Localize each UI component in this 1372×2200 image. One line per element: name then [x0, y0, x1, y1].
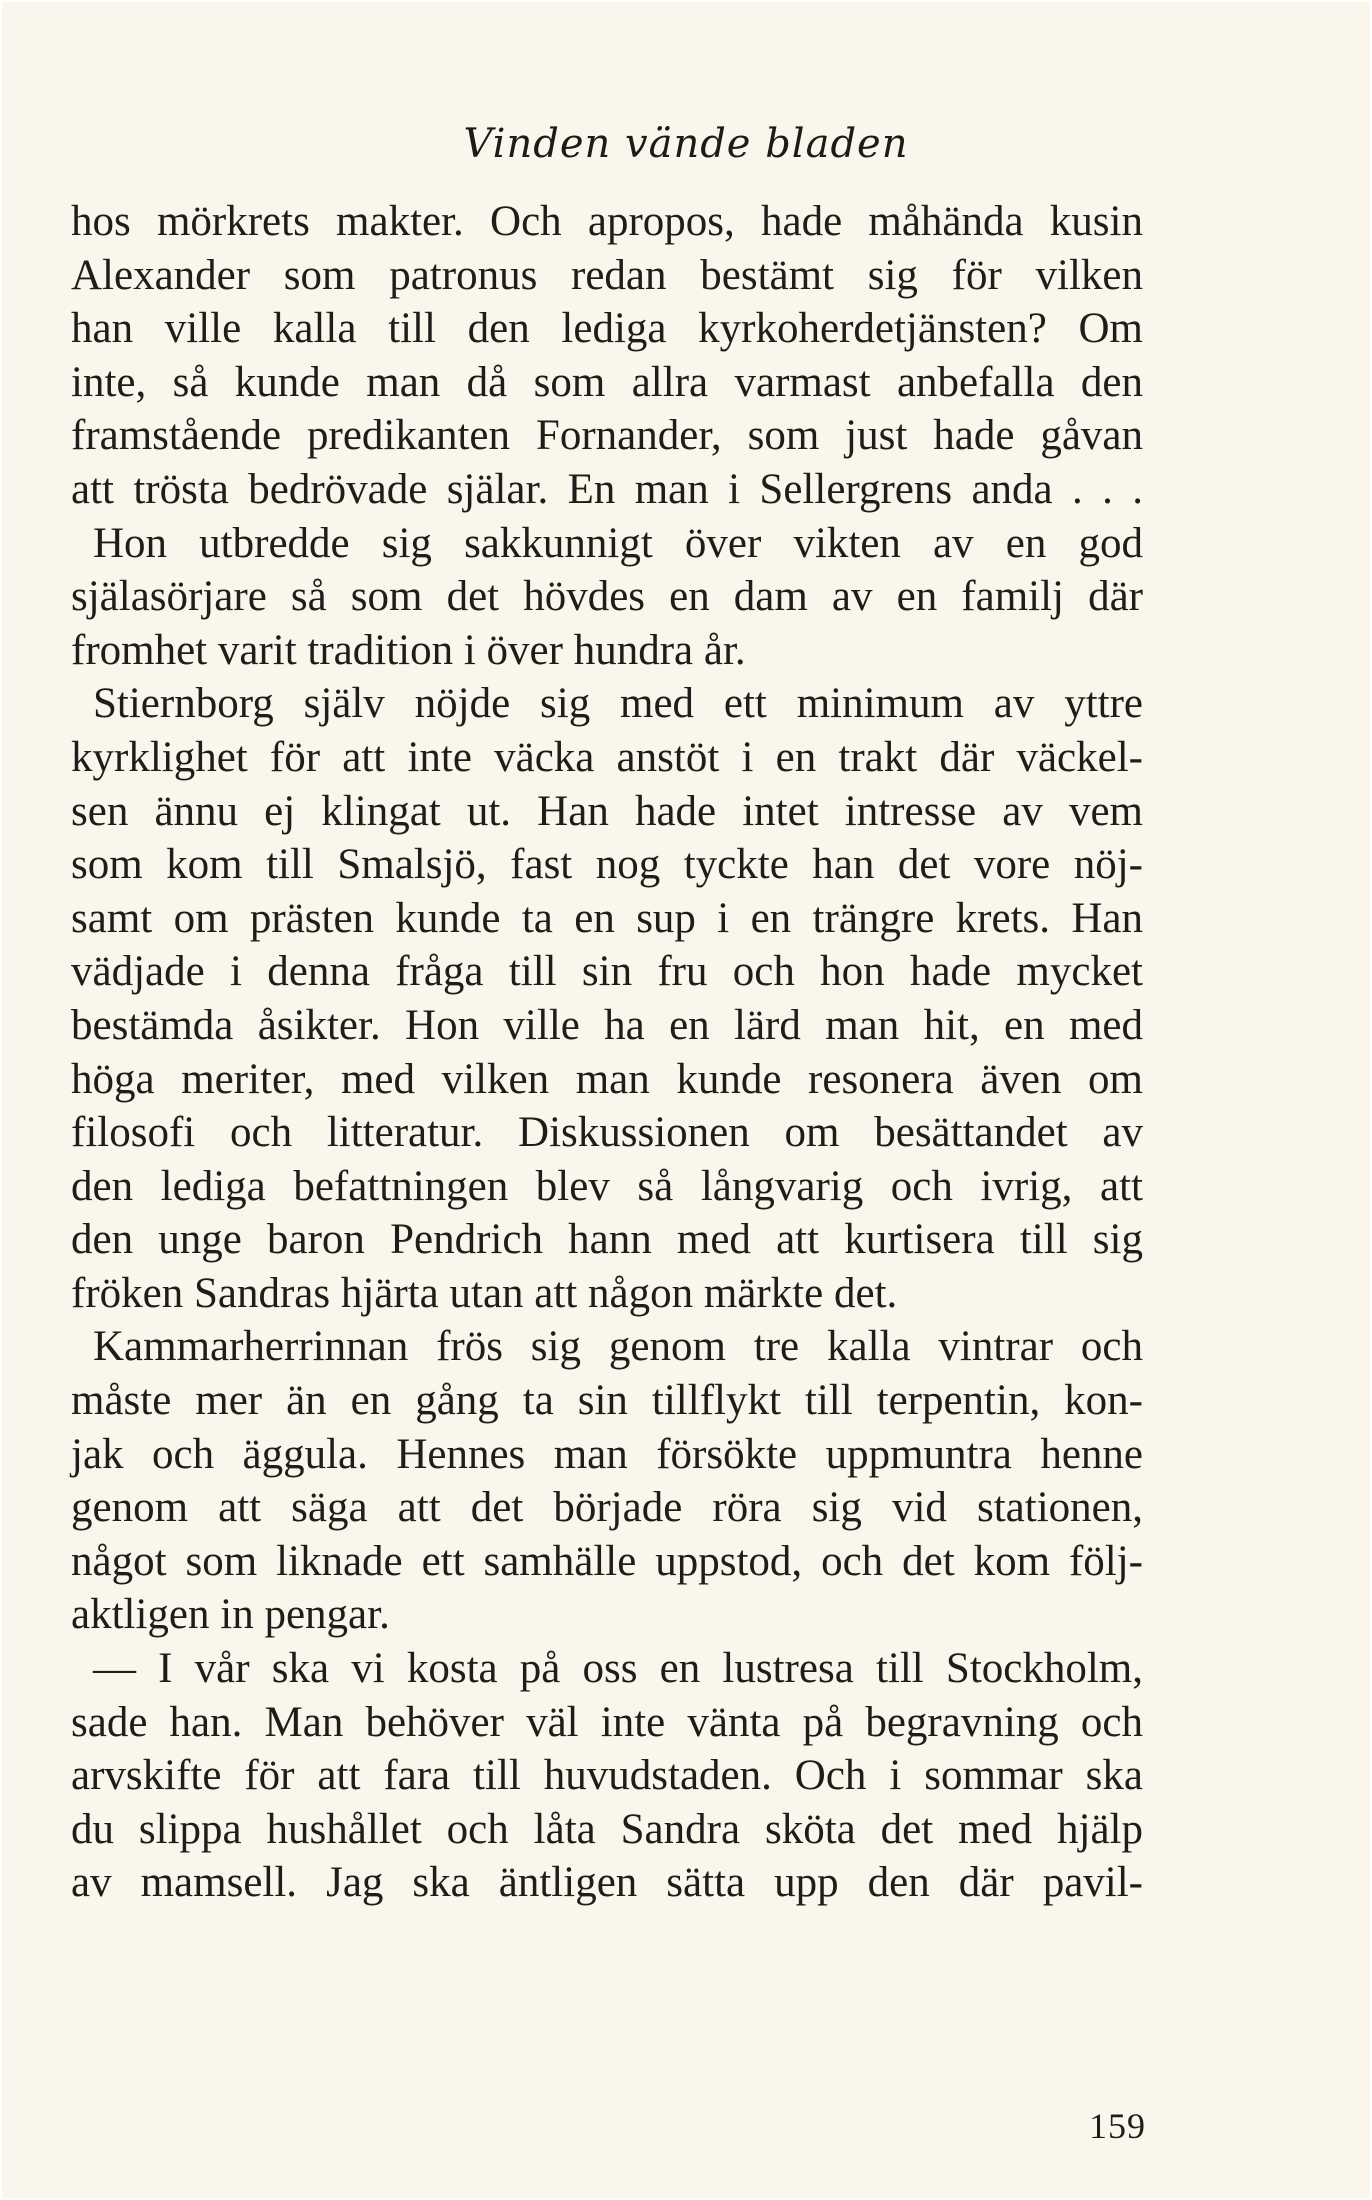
- text-line: fröken Sandras hjärta utan att någon märkte det.: [71, 1269, 898, 1317]
- text-line: inte, så kunde man då som allra varmast anbefalla den: [71, 358, 1143, 406]
- running-head: Vinden vände bladen: [463, 121, 909, 167]
- text-line: samt om prästen kunde ta en sup i en trängre krets. Han: [71, 894, 1143, 942]
- text-line: — I vår ska vi kosta på oss en lustresa till Stockholm,: [93, 1645, 1143, 1693]
- text-line: höga meriter, med vilken man kunde resonera även om: [71, 1055, 1143, 1103]
- text-line: du slippa hushållet och låta Sandra sköta det med hjälp: [71, 1805, 1143, 1853]
- text-line: kyrklighet för att inte väcka anstöt i en trakt där väckel-: [71, 733, 1143, 781]
- text-line: av mamsell. Jag ska äntligen sätta upp den där pavil-: [71, 1859, 1143, 1907]
- text-line: Stiernborg själv nöjde sig med ett minimum av yttre: [93, 680, 1143, 728]
- text-line: själasörjare så som det hövdes en dam av en familj där: [71, 573, 1143, 621]
- page-number: 159: [1089, 2106, 1146, 2146]
- text-line: aktligen in pengar.: [71, 1591, 390, 1639]
- text-line: sen ännu ej klingat ut. Han hade intet intresse av vem: [71, 787, 1143, 835]
- text-line: filosofi och litteratur. Diskussionen om besättandet av: [71, 1109, 1143, 1157]
- text-line: fromhet varit tradition i över hundra år.: [71, 626, 746, 674]
- text-line: framstående predikanten Fornander, som just hade gåvan: [71, 412, 1143, 460]
- text-line: Alexander som patronus redan bestämt sig för vilken: [71, 251, 1143, 299]
- text-line: vädjade i denna fråga till sin fru och hon hade mycket: [71, 948, 1143, 996]
- text-line: den lediga befattningen blev så långvarig och ivrig, att: [71, 1162, 1143, 1210]
- text-line: något som liknade ett samhälle uppstod, och det kom följ-: [71, 1537, 1143, 1585]
- text-line: bestämda åsikter. Hon ville ha en lärd man hit, en med: [71, 1001, 1143, 1049]
- text-line: Kammarherrinnan frös sig genom tre kalla vintrar och: [93, 1323, 1143, 1371]
- text-line: hos mörkrets makter. Och apropos, hade måhända kusin: [71, 198, 1143, 245]
- text-line: jak och äggula. Hennes man försökte uppmuntra henne: [71, 1430, 1143, 1478]
- text-line: genom att säga att det började röra sig vid stationen,: [71, 1484, 1143, 1532]
- text-line: den unge baron Pendrich hann med att kurtisera till sig: [71, 1216, 1143, 1264]
- text-line: Hon utbredde sig sakkunnigt över vikten av en god: [93, 519, 1143, 567]
- text-line: som kom till Smalsjö, fast nog tyckte han det vore nöj-: [71, 841, 1143, 889]
- text-line: han ville kalla till den lediga kyrkoherdetjänsten? Om: [71, 305, 1143, 353]
- body-text: [71, 195, 1143, 1910]
- text-line: arvskifte för att fara till huvudstaden. Och i sommar ska: [71, 1752, 1143, 1800]
- text-line: måste mer än en gång ta sin tillflykt till terpentin, kon-: [71, 1377, 1143, 1425]
- text-line: att trösta bedrövade själar. En man i Sellergrens anda . . .: [71, 465, 1143, 513]
- text-line: sade han. Man behöver väl inte vänta på begravning och: [71, 1698, 1143, 1746]
